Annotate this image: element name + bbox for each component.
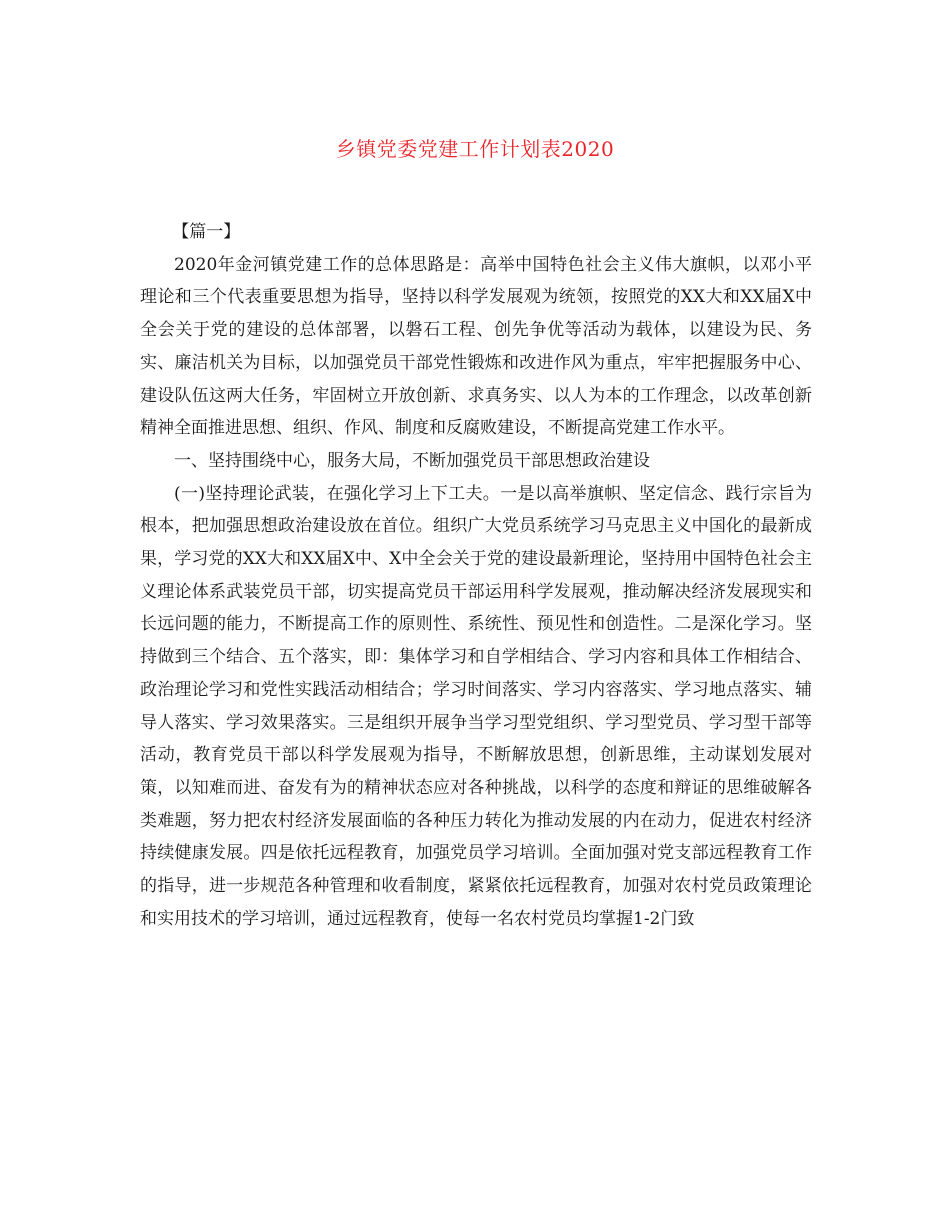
heading-section-one: 一、坚持围绕中心，服务大局，不断加强党员干部思想政治建设 — [174, 450, 650, 471]
paragraph-theory-study: (一)坚持理论武装，在强化学习上下工夫。一是以高举旗帜、坚定信念、践行宗旨为根本，把加强思想政治建设放在首位。组织广大党员系统学习马克思主义中国化的最新成果，学习党的XX大和XX届X中、X中全会关于党的建设最新理论，坚持用中国特色社会主义理论体系武装党员干部，切实提高党员干部运用科学发展观，推动解决经济发展现实和长远问题的能力，不断提高工作的原则性、系统性、预见性和创造性。二是深化学习。坚持做到三个结合、五个落实，即：集体学习和自学相结合、学习内容和具体工作相结合、政治理论学习和党性实践活动相结合；学习时间落实、学习内容落实、学习地点落实、辅导人落实、学习效果落实。三是组织开展争当学习型党组织、学习型党员、学习型干部等活动，教育党员干部以科学发展观为指导，不断解放思想，创新思维，主动谋划发展对策，以知难而进、奋发有为的精神状态应对各种挑战，以科学的态度和辩证的思维破解各类难题，努力把农村经济发展面临的各种压力转化为推动发展的内在动力，促进农村经济持续健康发展。四是依托远程教育，加强党员学习培训。全面加强对党支部远程教育工作的指导，进一步规范各种管理和收看制度，紧紧依托远程教育，加强对农村党员政策理论和实用技术的学习培训，通过远程教育，使每一名农村党员均掌握1-2门致 — [140, 483, 812, 929]
section-label: 【篇一】 — [172, 222, 241, 242]
paragraph-intro: 2020年金河镇党建工作的总体思路是：高举中国特色社会主义伟大旗帜，以邓小平理论和三个代表重要思想为指导，坚持以科学发展观为统领，按照党的XX大和XX届X中全会关于党的建设的总体部署，以磐石工程、创先争优等活动为载体，以建设为民、务实、廉洁机关为目标，以加强党员干部党性锻炼和改进作风为重点，牢牢把握服务中心、建设队伍这两大任务，牢固树立开放创新、求真务实、以人为本的工作理念，以改革创新精神全面推进思想、组织、作风、制度和反腐败建设，不断提高党建工作水平。 — [140, 254, 812, 439]
document-title: 乡镇党委党建工作计划表2020 — [335, 137, 615, 161]
document-body — [140, 216, 812, 935]
